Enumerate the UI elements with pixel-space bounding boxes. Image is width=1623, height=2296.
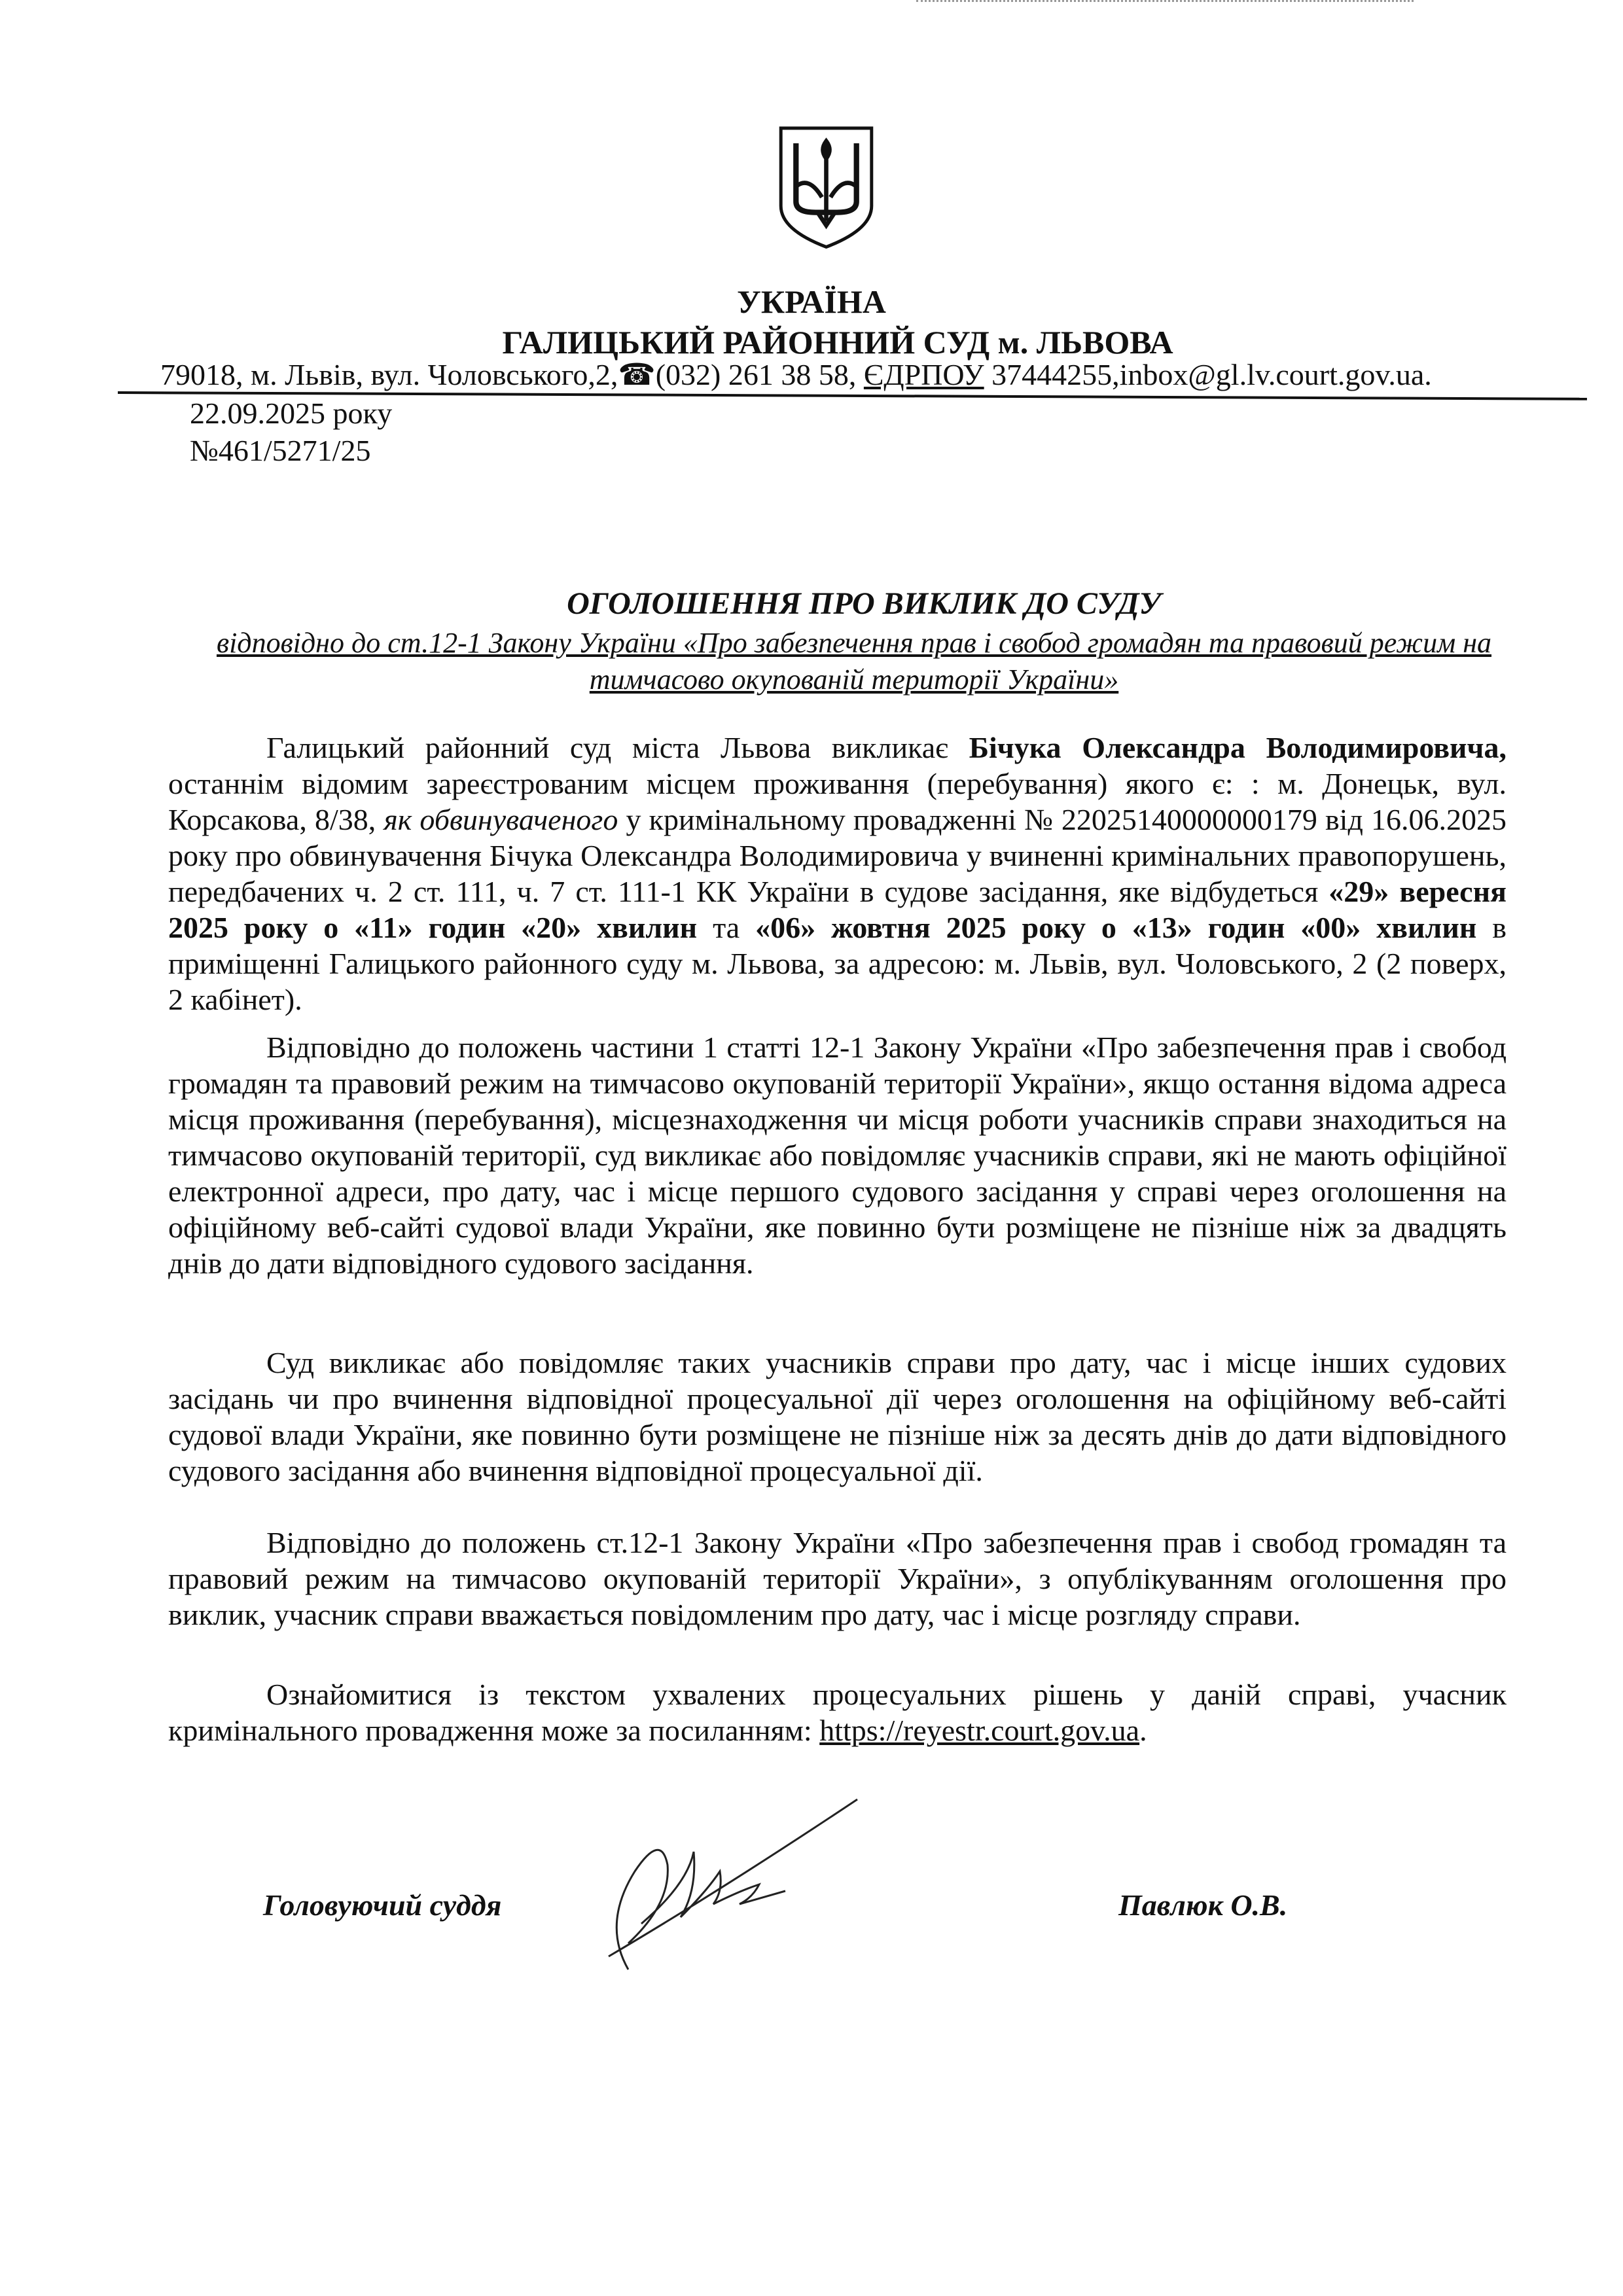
paragraph-text: в приміщенні Галицького районного суду м. Львова, за адресою: м. Львів, вул. Чоловського, 2 (2 поверх, 2 кабінет). <box>168 911 1507 1016</box>
paragraph-text: «29» вересня 2025 року о «11» годин «20» хвилин <box>168 875 1507 944</box>
document-date: 22.09.2025 року <box>190 397 393 430</box>
court-address <box>160 357 1432 392</box>
telephone-icon: ☎ <box>618 358 656 391</box>
edrpou-label: ЄДРПОУ <box>863 358 984 391</box>
paragraph-text: у кримінальному провадженні № 22025140000000179 від 16.06.2025 року про обвинувачення Бічука Олександра Володимировича у вчиненні кримінальних правопорушень, передбачених ч. 2 ст. 111, ч. 7 ст. 111-1 КК України в судове засідання, яке відбудеться <box>168 803 1507 908</box>
handwritten-signature <box>589 1793 864 1983</box>
judge-role: Головуючий суддя <box>263 1888 502 1922</box>
paragraph-text: Галицький районний суд міста Львова викликає <box>266 731 969 764</box>
edrpou-and-email: 37444255,inbox@gl.lv.court.gov.ua. <box>984 358 1432 391</box>
phone-number: (032) 261 38 58, <box>655 358 864 391</box>
country-heading: УКРАЇНА <box>737 283 886 320</box>
address-text: 79018, м. Львів, вул. Чоловського,2, <box>160 358 618 391</box>
paragraph-legal-basis <box>168 1029 1507 1281</box>
trident-coat-of-arms-icon <box>772 121 880 252</box>
paragraph-text: та <box>697 911 756 944</box>
paragraph-text: останнім відомим зареєстрованим місцем проживання (перебування) якого є: : м. Донецьк, вул. Корсакова, 8/38, <box>168 767 1507 836</box>
paragraph-text: Суд викликає або повідомляє таких учасників справи про дату, час і місце інших судових засідань чи про вчинення відповідної процесуальної дії через оголошення на офіційному веб-сайті судової влади України, яке повинно бути розміщене не пізніше ніж за десять днів до дати відповідного судового засідання або вчинення відповідної процесуальної дії. <box>168 1346 1507 1487</box>
document-title: ОГОЛОШЕННЯ ПРО ВИКЛИК ДО СУДУ <box>567 586 1161 621</box>
document-subtitle: відповідно до ст.12-1 Закону України «Про забезпечення прав і свобод громадян та правовий режим на тимчасово окупованій території України» <box>216 627 1492 696</box>
paragraph-registry-link <box>168 1676 1507 1748</box>
paragraph-text: . <box>1139 1714 1147 1747</box>
document-number: №461/5271/25 <box>190 434 371 467</box>
registry-link[interactable]: https://reyestr.court.gov.ua <box>819 1714 1140 1747</box>
paragraph-text: як обвинуваченого <box>383 803 618 836</box>
paragraph-text: Бічука Олександра Володимировича, <box>969 731 1507 764</box>
judge-name: Павлюк О.В. <box>1118 1888 1288 1922</box>
paragraph-text: «06» жовтня 2025 року о «13» годин «00» хвилин <box>755 911 1477 944</box>
paragraph-summons <box>168 730 1507 1017</box>
paragraph-text: Відповідно до положень частини 1 статті 12-1 Закону України «Про забезпечення прав і свобод громадян та правовий режим на тимчасово окупованій території України», якщо остання відома адреса місця проживання (перебування), місцезнаходження чи місця роботи учасників справи знаходиться на тимчасово окупованій території, суд викликає або повідомляє учасників справи, які не мають офіційної електронної адреси, про дату, час і місце першого судового засідання у справі через оголошення на офіційному веб-сайті судової влади України, яке повинно бути розміщене не пізніше ніж за двадцять днів до дати відповідного судового засідання. <box>168 1031 1507 1280</box>
paragraph-publication <box>168 1525 1507 1633</box>
paragraph-text: Ознайомитися із текстом ухвалених процесуальних рішень у даній справі, учасник кримінального провадження може за посиланням: <box>168 1678 1507 1747</box>
court-name-heading: ГАЛИЦЬКИЙ РАЙОННИЙ СУД м. ЛЬВОВА <box>502 324 1173 361</box>
paragraph-notification <box>168 1345 1507 1489</box>
paragraph-text: Відповідно до положень ст.12-1 Закону України «Про забезпечення прав і свобод громадян та правовий режим на тимчасово окупованій території України», з опублікуванням оголошення про виклик, учасник справи вважається повідомленим про дату, час і місце розгляду справи. <box>168 1526 1507 1631</box>
scan-mark <box>916 0 1414 6</box>
